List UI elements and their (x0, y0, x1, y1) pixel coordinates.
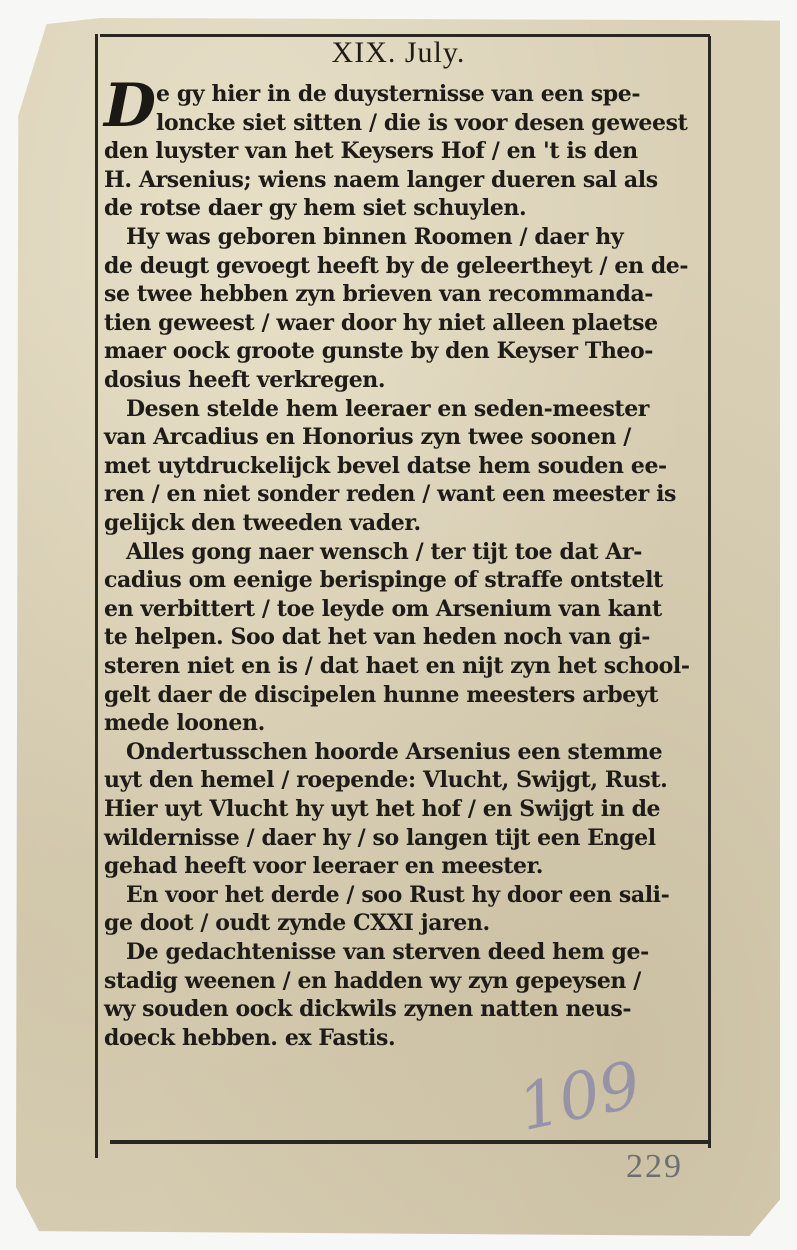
text-line: De gedachtenisse van sterven deed hem ge- (126, 939, 649, 965)
text-line: de deugt gevoegt heeft by de geleertheyt / en de- (104, 252, 689, 279)
catalog-mark (510, 1040, 648, 1150)
text-line: Ondertusschen hoorde Arsenius een stemme (126, 738, 663, 765)
text-line: uyt den hemel / roepende: Vlucht, Swijgt, Rust. (104, 767, 668, 794)
page-title: XIX. July. (331, 36, 466, 69)
border-rule-right (708, 36, 711, 1148)
text-line: loncke siet sitten / die is voor desen geweest (156, 109, 688, 136)
text-line: stadig weenen / en hadden wy zyn gepeysen / (104, 967, 641, 994)
text-line: dosius heeft verkregen. (104, 367, 386, 393)
border-rule-left (95, 34, 98, 1158)
text-line: Alles gong naer wensch / ter tijt toe dat Ar- (126, 538, 642, 565)
text-line: gelijck den tweeden vader. (104, 510, 421, 536)
text-line: gelt daer de discipelen hunne meesters arbeyt (104, 681, 659, 708)
text-line: ren / en niet sonder reden / want een meester is (104, 481, 677, 508)
text-line: mede loonen. (104, 710, 265, 737)
text-line: ge doot / oudt zynde CXXI jaren. (104, 910, 490, 937)
text-line: steren niet en is / dat haet en nijt zyn het school- (104, 653, 690, 679)
text-line: e gy hier in de duysternisse van een spe- (156, 81, 641, 107)
page-number: 229 (626, 1148, 683, 1185)
text-line: tien geweest / waer door hy niet alleen plaetse (104, 309, 658, 336)
text-line: met uytdruckelijck bevel datse hem souden ee- (104, 452, 667, 479)
catalog-mark-text: 109 (512, 1048, 648, 1146)
text-line: van Arcadius en Honorius zyn twee soonen / (104, 424, 631, 451)
text-line: cadius om eenige berispinge of straffe ontstelt (104, 567, 663, 594)
text-line: wy souden oock dickwils zynen natten neus- (104, 996, 632, 1023)
drop-capital: D (104, 71, 157, 141)
text-line: gehad heeft voor leeraer en meester. (104, 853, 544, 880)
text-line: Hy was geboren binnen Roomen / daer hy (126, 224, 624, 250)
text-line: te helpen. Soo dat het van heden noch van gi- (104, 624, 651, 651)
text-line: En voor het derde / soo Rust hy door een sali- (126, 881, 670, 908)
text-line: den luyster van het Keysers Hof / en 't is den (104, 138, 638, 165)
text-line: Desen stelde hem leeraer en seden-meester (126, 395, 649, 422)
text-line: se twee hebben zyn brieven van recommanda- (104, 281, 654, 308)
text-line: H. Arsenius; wiens naem langer dueren sal als (104, 166, 658, 193)
text-line: doeck hebben. ex Fastis. (104, 1024, 396, 1051)
text-line: de rotse daer gy hem siet schuylen. (104, 195, 527, 222)
text-line: wildernisse / daer hy / so langen tijt een Engel (104, 824, 656, 851)
text-line: Hier uyt Vlucht hy uyt het hof / en Swijgt in de (104, 796, 661, 822)
text-line: maer oock groote gunste by den Keyser Theo- (104, 338, 654, 365)
text-line: en verbittert / toe leyde om Arsenium van kant (104, 595, 662, 622)
